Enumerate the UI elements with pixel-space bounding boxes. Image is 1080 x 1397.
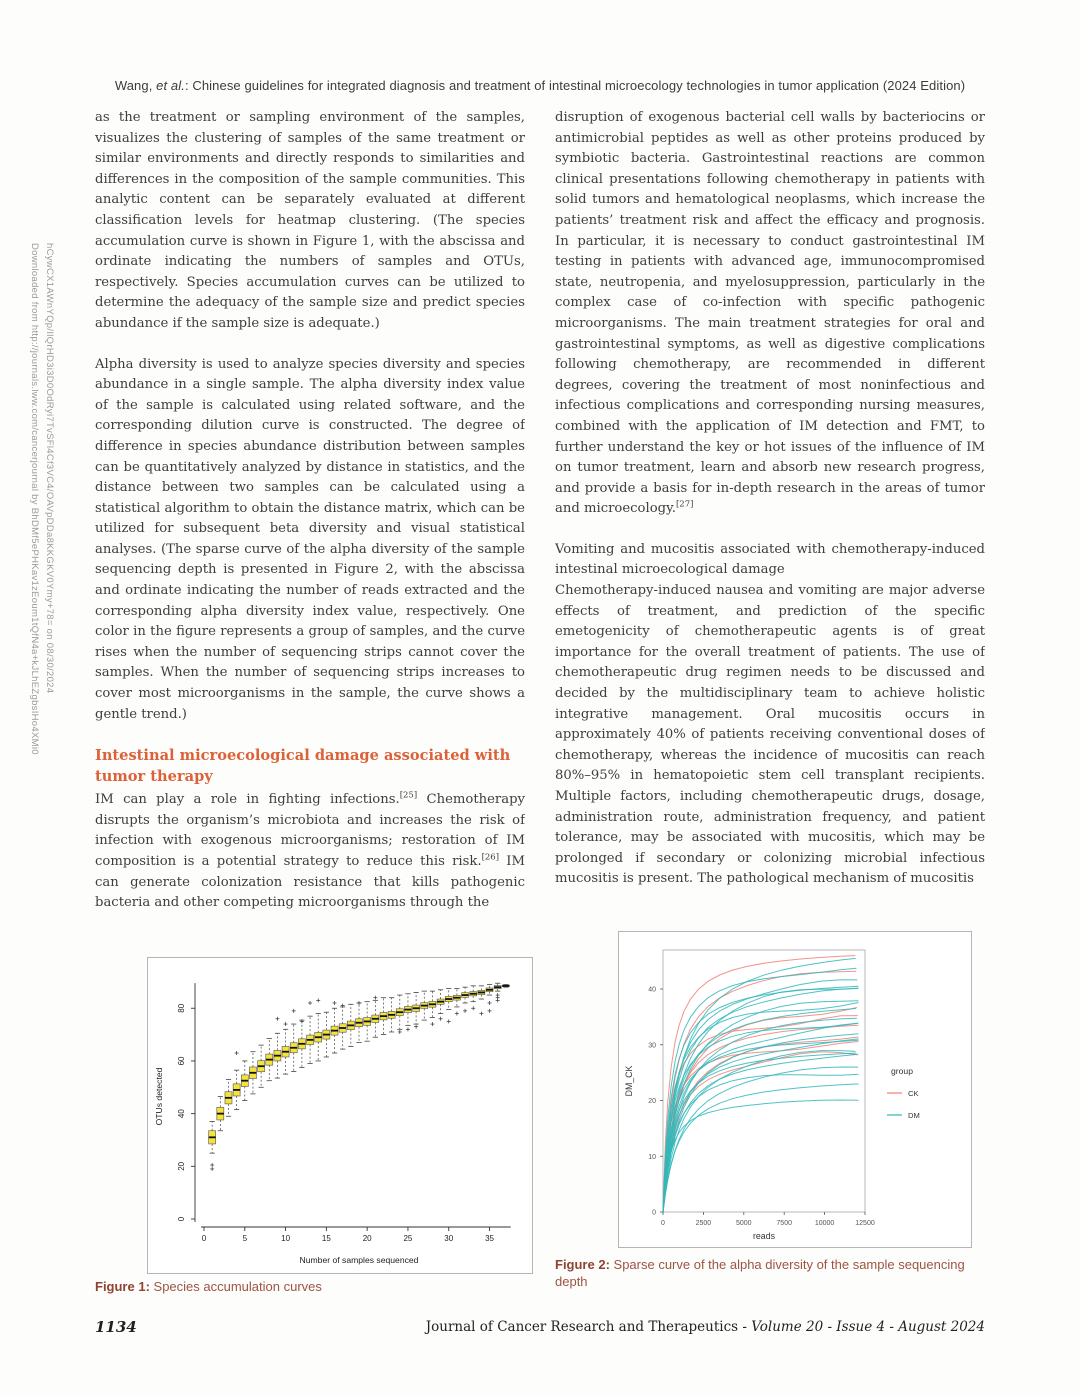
left-column xyxy=(95,108,525,956)
svg-text:0: 0 xyxy=(177,1216,186,1222)
svg-text:5000: 5000 xyxy=(736,1220,752,1227)
svg-text:DM_CK: DM_CK xyxy=(624,1065,634,1097)
paragraph: Alpha diversity is used to analyze species diversity and species abundance in a single sample. The alpha diversity index value of the sample is calculated using related software, and the corresponding dilution curve is constructed. The degree of difference in species abundance distribution between samples can be quantitatively analyzed by distance in statistics, and the distance between two samples can be calculated using a statistical algorithm to obtain the distance matrix, which can be utilized for subsequent beta diversity and visual statistical analyses. (The sparse curve of the alpha diversity of the sample sequencing depth is presented in Figure 2, with the abscissa and ordinate indicating the number of reads extracted and the corresponding alpha diversity index value, respectively. One color in the figure represents a group of samples, and the curve rises when the number of sequencing strips cannot cover the samples. When the number of sequencing strips increases to cover most microorganisms in the sample, the curve shows a gentle trend.) xyxy=(95,356,525,722)
figure1-species-accumulation-chart xyxy=(147,957,533,1274)
figure1-caption-text: Species accumulation curves xyxy=(149,1279,322,1294)
svg-text:10: 10 xyxy=(281,1234,291,1243)
svg-text:20: 20 xyxy=(177,1161,186,1171)
svg-text:5: 5 xyxy=(242,1234,248,1243)
watermark-line-2: hCywCX1AWnYQp/IlQrHD3i3D0OdRyi7TvSFl4Cf3VC4/OAVpDDa8KKGKV0Ymy+78= on 08/30/2024 xyxy=(44,243,55,694)
svg-text:2500: 2500 xyxy=(695,1220,712,1227)
svg-text:35: 35 xyxy=(485,1234,494,1243)
svg-text:20: 20 xyxy=(648,1098,656,1106)
figure2-caption-text: Sparse curve of the alpha diversity of the sample sequencing depth xyxy=(555,1257,965,1289)
watermark-line-1: Downloaded from http://journals.lww.com/cancerjournal by BhDMf5ePHKav1zEoum1tQfN4a+kJLhEZgbsIHo4XMi0 xyxy=(29,243,40,755)
running-header: Wang, et al.: Chinese guidelines for integrated diagnosis and treatment of intestinal microecology technologies in tumor application (2024 Edition) xyxy=(114,78,966,93)
svg-text:60: 60 xyxy=(177,1056,186,1066)
paragraph: disruption of exogenous bacterial cell walls by bacteriocins or antimicrobial peptides as well as other proteins produced by symbiotic bacteria. Gastrointestinal reactions are common clinical presentations following chemotherapy in patients with solid tumors and hematological neoplasms, which increase the patients’ treatment risk and affect the efficacy and prognosis. In particular, it is necessary to conduct gastrointestinal IM testing in patients with advanced age, immunocompromised state, neutropenia, and myelosuppression, particularly in the complex case of co-infection with specific pathogenic microorganisms. The main treatment strategies for oral and gastrointestinal symptoms, as well as digestive complications following chemotherapy, are recommended in different degrees, covering the treatment of most noninfectious and infectious complications and corresponding nursing measures, combined with the application of IM detection and FMT, to further understand the key or hot issues of the influence of IM on tumor treatment, learn and absorb new research progress, and provide a basis for in-depth research in the areas of tumor and microecology.[27] xyxy=(555,110,985,517)
figure2-sparse-curve-chart xyxy=(618,931,972,1248)
svg-text:0: 0 xyxy=(661,1220,665,1227)
svg-text:7500: 7500 xyxy=(776,1220,792,1227)
figure1-caption xyxy=(95,1278,530,1295)
section-heading: Intestinal microecological damage associated with tumor therapy xyxy=(95,747,511,786)
paragraph: as the treatment or sampling environment of the samples, visualizes the clustering of samples of the same treatment or similar environments and directly responds to similarities and differences in the composition of the sample communities. This analytic content can be separately evaluated at different classification levels for heatmap clustering. (The species accumulation curve is shown in Figure 1, with the abscissa and ordinate indicating the numbers of samples and OTUs, respectively. Species accumulation curves can be utilized to determine the adequacy of the sample size and predict species abundance if the sample size is adequate.) xyxy=(95,110,525,331)
svg-text:reads: reads xyxy=(752,1231,776,1241)
svg-text:0: 0 xyxy=(652,1209,656,1217)
journal-footer: Journal of Cancer Research and Therapeutics - Volume 20 - Issue 4 - August 2024 xyxy=(425,1319,985,1335)
paragraph: Chemotherapy-induced nausea and vomiting are major adverse effects of treatment, and prediction of the specific emetogenicity of chemotherapeutic agents is of great importance for the overall treatment of patients. The use of chemotherapeutic drug regimen needs to be discussed and decided by the multidisciplinary team to achieve holistic integrative management. Oral mucositis occurs in approximately 40% of patients receiving conventional doses of chemotherapy, whereas the incidence of mucositis can reach 80%–95% in hematopoietic stem cell transplant recipients. Multiple factors, including chemotherapeutic drugs, dosage, administration route, administration frequency, and patient tolerance, may be associated with mucositis, which may be prolonged if secondary or colonizing microbial infectious mucositis is present. The pathological mechanism of mucositis xyxy=(555,583,985,887)
svg-text:30: 30 xyxy=(648,1042,656,1050)
subsection-heading: Vomiting and mucositis associated with chemotherapy-induced intestinal microecological damage xyxy=(555,541,985,578)
svg-text:CK: CK xyxy=(908,1089,919,1098)
svg-text:30: 30 xyxy=(444,1234,454,1243)
page-number: 1134 xyxy=(95,1318,137,1336)
svg-text:20: 20 xyxy=(362,1234,372,1243)
svg-text:10: 10 xyxy=(648,1153,656,1161)
svg-text:0: 0 xyxy=(201,1234,207,1243)
svg-text:15: 15 xyxy=(321,1234,331,1243)
svg-text:40: 40 xyxy=(648,986,656,994)
figure2-caption-label: Figure 2: xyxy=(555,1257,610,1272)
svg-text:80: 80 xyxy=(177,1003,186,1013)
svg-text:10000: 10000 xyxy=(814,1220,835,1227)
svg-text:25: 25 xyxy=(403,1234,413,1243)
svg-text:40: 40 xyxy=(177,1109,186,1119)
svg-text:OTUs detected: OTUs detected xyxy=(154,1067,164,1126)
figure1-caption-label: Figure 1: xyxy=(95,1279,150,1294)
paragraph: IM can play a role in fighting infections.[25] Chemotherapy disrupts the organism’s microbiota and increases the risk of infection with exogenous microorganisms; restoration of IM composition is a potential strategy to reduce this risk.[26] IM can generate colonization resistance that kills pathogenic bacteria and other competing microorganisms through the xyxy=(95,790,525,911)
svg-text:DM: DM xyxy=(908,1111,920,1120)
svg-text:group: group xyxy=(891,1066,913,1076)
svg-text:12500: 12500 xyxy=(855,1220,875,1227)
figure2-caption xyxy=(555,1256,989,1290)
svg-text:Number of samples sequenced: Number of samples sequenced xyxy=(299,1255,419,1265)
right-column xyxy=(555,108,985,930)
